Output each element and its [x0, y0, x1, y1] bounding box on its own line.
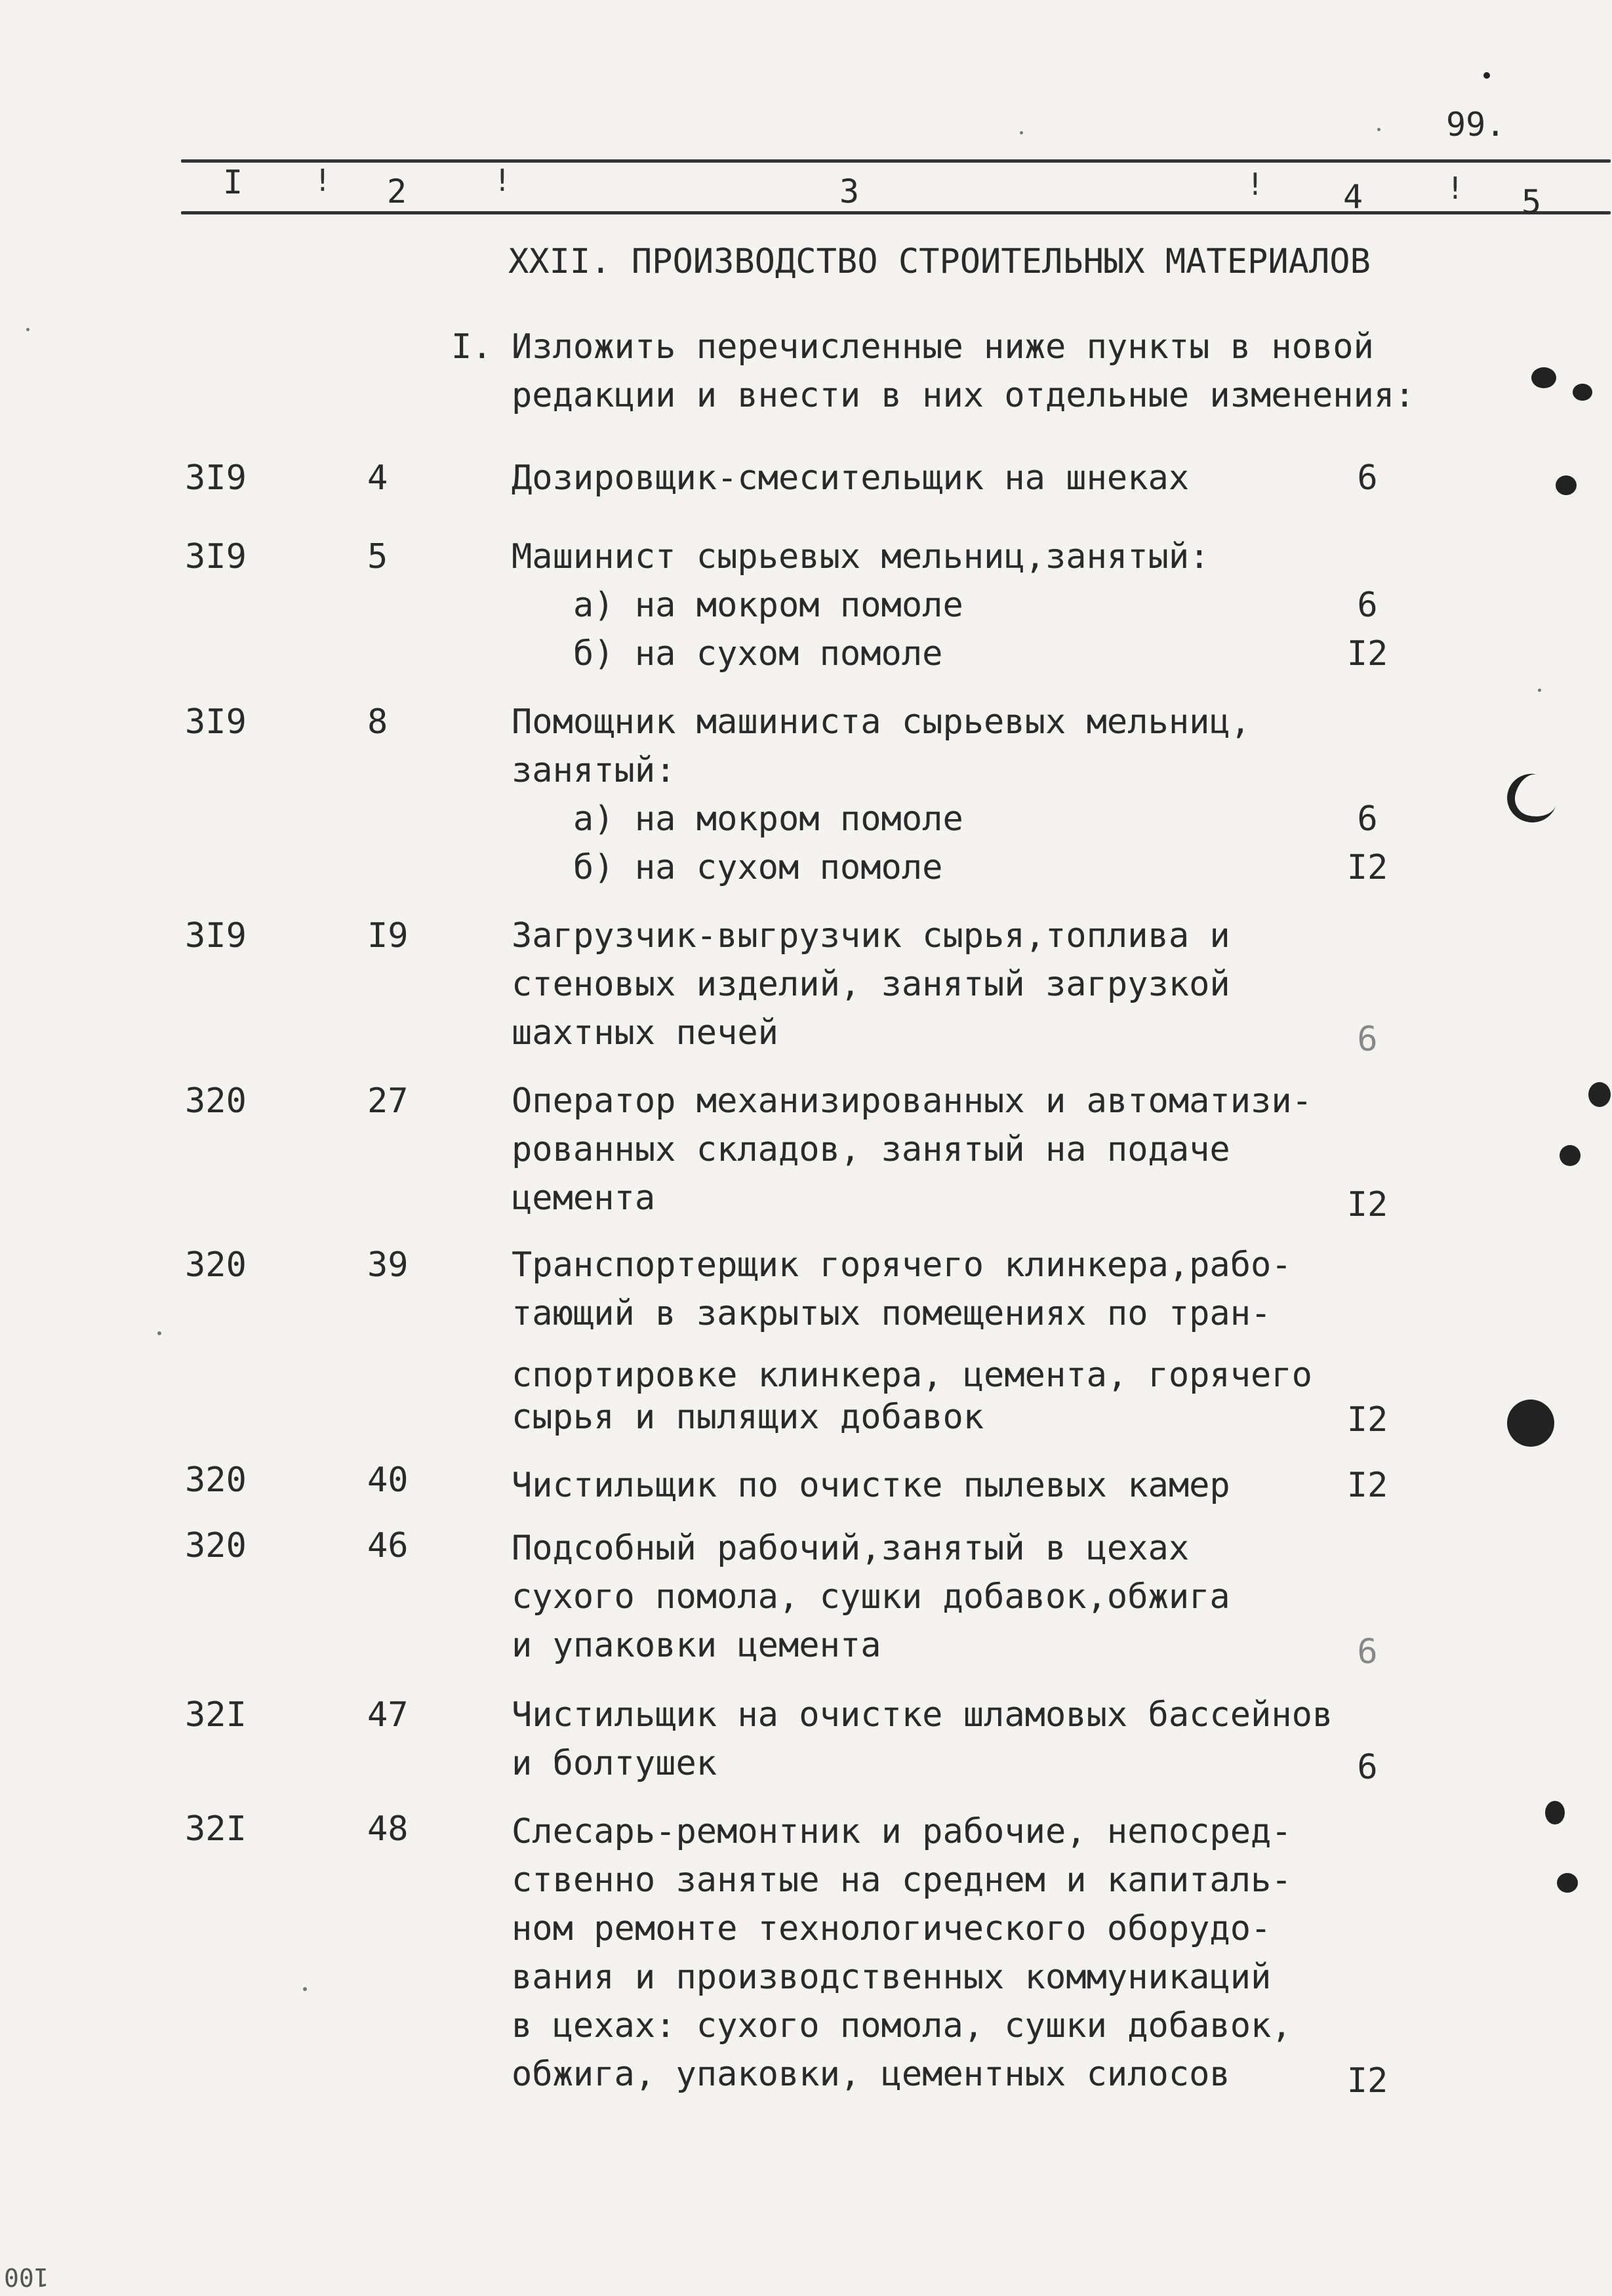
entry-text-line: Чистильщик по очистке пылевых камер — [512, 1466, 1230, 1505]
entry-text-line: Слесарь-ремонтник и рабочие, непосред- — [512, 1812, 1292, 1851]
entry-value: I2 — [1346, 1400, 1388, 1440]
entry-text-line: Подсобный рабочий,занятый в цехах — [512, 1529, 1190, 1568]
ink-blot — [1573, 384, 1592, 401]
page-number: 99. — [1446, 106, 1506, 144]
entry-value: I2 — [1346, 1185, 1388, 1224]
entry-text-line: Машинист сырьевых мельниц,занятый: — [512, 537, 1210, 576]
section-title: XXII. ПРОИЗВОДСТВО СТРОИТЕЛЬНЫХ МАТЕРИАЛОВ — [508, 242, 1371, 281]
entry-col1: 3I9 — [185, 702, 247, 742]
entry-text-line: сухого помола, сушки добавок,обжига — [512, 1577, 1230, 1617]
ink-blot — [1531, 367, 1556, 388]
entry-col2: I9 — [367, 916, 409, 956]
dust-speck — [303, 1987, 307, 1991]
entry-text-line: обжига, упаковки, цементных силосов — [512, 2055, 1230, 2094]
entry-text-line: и болтушек — [512, 1744, 717, 1783]
entry-text-line: тающий в закрытых помещениях по тран- — [512, 1294, 1272, 1333]
ink-blot — [1556, 475, 1577, 495]
ink-crescent — [1502, 768, 1563, 828]
column-header-2: 2 — [387, 172, 407, 211]
entry-value: 6 — [1357, 799, 1378, 839]
entry-col2: 47 — [367, 1695, 409, 1735]
dust-speck — [1377, 128, 1380, 131]
entry-text-line: Оператор механизированных и автоматизи- — [512, 1081, 1312, 1121]
entry-text-line: Транспортерщик горячего клинкера,рабо- — [512, 1245, 1292, 1285]
ink-blot — [1507, 1400, 1554, 1447]
entry-col1: 32I — [185, 1695, 247, 1735]
entry-text-line: ном ремонте технологического оборудо- — [512, 1909, 1272, 1948]
entry-text-line: а) на мокром помоле — [512, 799, 963, 839]
ink-blot — [1588, 1082, 1611, 1107]
entry-col1: 3I9 — [185, 916, 247, 956]
entry-text-line: занятый: — [512, 751, 676, 790]
entry-text-line: и упаковки цемента — [512, 1626, 881, 1665]
entry-text-line: стеновых изделий, занятый загрузкой — [512, 965, 1230, 1004]
entry-value: I2 — [1346, 848, 1388, 887]
entry-col2: 4 — [367, 458, 388, 498]
dust-speck — [1020, 131, 1023, 134]
dust-speck — [26, 328, 30, 331]
ink-blot — [1557, 1873, 1578, 1893]
entry-col2: 8 — [367, 702, 388, 742]
entry-col1: 320 — [185, 1245, 247, 1285]
entry-col2: 46 — [367, 1526, 409, 1565]
entry-text-line: цемента — [512, 1178, 656, 1218]
entry-col2: 40 — [367, 1460, 409, 1500]
entry-value: 6 — [1357, 1748, 1378, 1787]
entry-text-line: б) на сухом помоле — [512, 634, 943, 674]
column-separator: ! — [493, 163, 512, 198]
entry-value: 6 — [1357, 458, 1378, 498]
entry-text-line: вания и производственных коммуникаций — [512, 1958, 1272, 1997]
entry-col1: 3I9 — [185, 458, 247, 498]
header-rule-bottom — [181, 211, 1611, 214]
entry-value: 6 — [1357, 1632, 1378, 1672]
column-header-3: 3 — [839, 172, 860, 211]
header-rule-top — [181, 159, 1611, 163]
entry-text-line: Дозировщик-смесительщик на шнеках — [512, 458, 1190, 498]
intro-line: редакции и внести в них отдельные изменения: — [512, 376, 1415, 415]
entry-text-line: Помощник машиниста сырьевых мельниц, — [512, 702, 1251, 742]
entry-value: I2 — [1346, 2061, 1388, 2101]
entry-text-line: Чистильщик на очистке шламовых бассейнов — [512, 1695, 1333, 1735]
entry-text-line: б) на сухом помоле — [512, 848, 943, 887]
dust-speck — [1538, 689, 1541, 692]
column-separator: ! — [1246, 167, 1264, 202]
entry-text-line: Загрузчик-выгрузчик сырья,топлива и — [512, 916, 1230, 956]
intro-number: I. — [451, 327, 493, 367]
entry-text-line: рованных складов, занятый на подаче — [512, 1130, 1230, 1169]
entry-col2: 5 — [367, 537, 388, 576]
ink-blot — [1560, 1145, 1581, 1166]
entry-value: I2 — [1346, 634, 1388, 674]
intro-line: Изложить перечисленные ниже пункты в новой — [512, 327, 1374, 367]
column-separator: ! — [313, 163, 332, 198]
ink-blot — [1545, 1801, 1565, 1824]
footer-mark: 100 — [4, 2263, 49, 2291]
column-header-1: I — [223, 163, 243, 201]
entry-col1: 320 — [185, 1460, 247, 1500]
entry-value: 6 — [1357, 1020, 1378, 1059]
entry-text-line: спортировке клинкера, цемента, горячего — [512, 1356, 1312, 1395]
entry-col1: 32I — [185, 1809, 247, 1849]
column-separator: ! — [1446, 171, 1464, 206]
column-header-5: 5 — [1521, 183, 1542, 221]
entry-col1: 320 — [185, 1081, 247, 1121]
entry-col2: 27 — [367, 1081, 409, 1121]
entry-text-line: а) на мокром помоле — [512, 586, 963, 625]
entry-text-line: ственно занятые на среднем и капиталь- — [512, 1861, 1292, 1900]
entry-value: I2 — [1346, 1466, 1388, 1505]
entry-col2: 39 — [367, 1245, 409, 1285]
entry-col1: 3I9 — [185, 537, 247, 576]
ink-speck — [1483, 72, 1490, 79]
entry-text-line: шахтных печей — [512, 1013, 778, 1053]
entry-col1: 320 — [185, 1526, 247, 1565]
entry-col2: 48 — [367, 1809, 409, 1849]
dust-speck — [157, 1331, 161, 1335]
entry-value: 6 — [1357, 586, 1378, 625]
column-header-4: 4 — [1343, 178, 1363, 216]
entry-text-line: сырья и пылящих добавок — [512, 1398, 984, 1437]
entry-text-line: в цехах: сухого помола, сушки добавок, — [512, 2006, 1292, 2045]
